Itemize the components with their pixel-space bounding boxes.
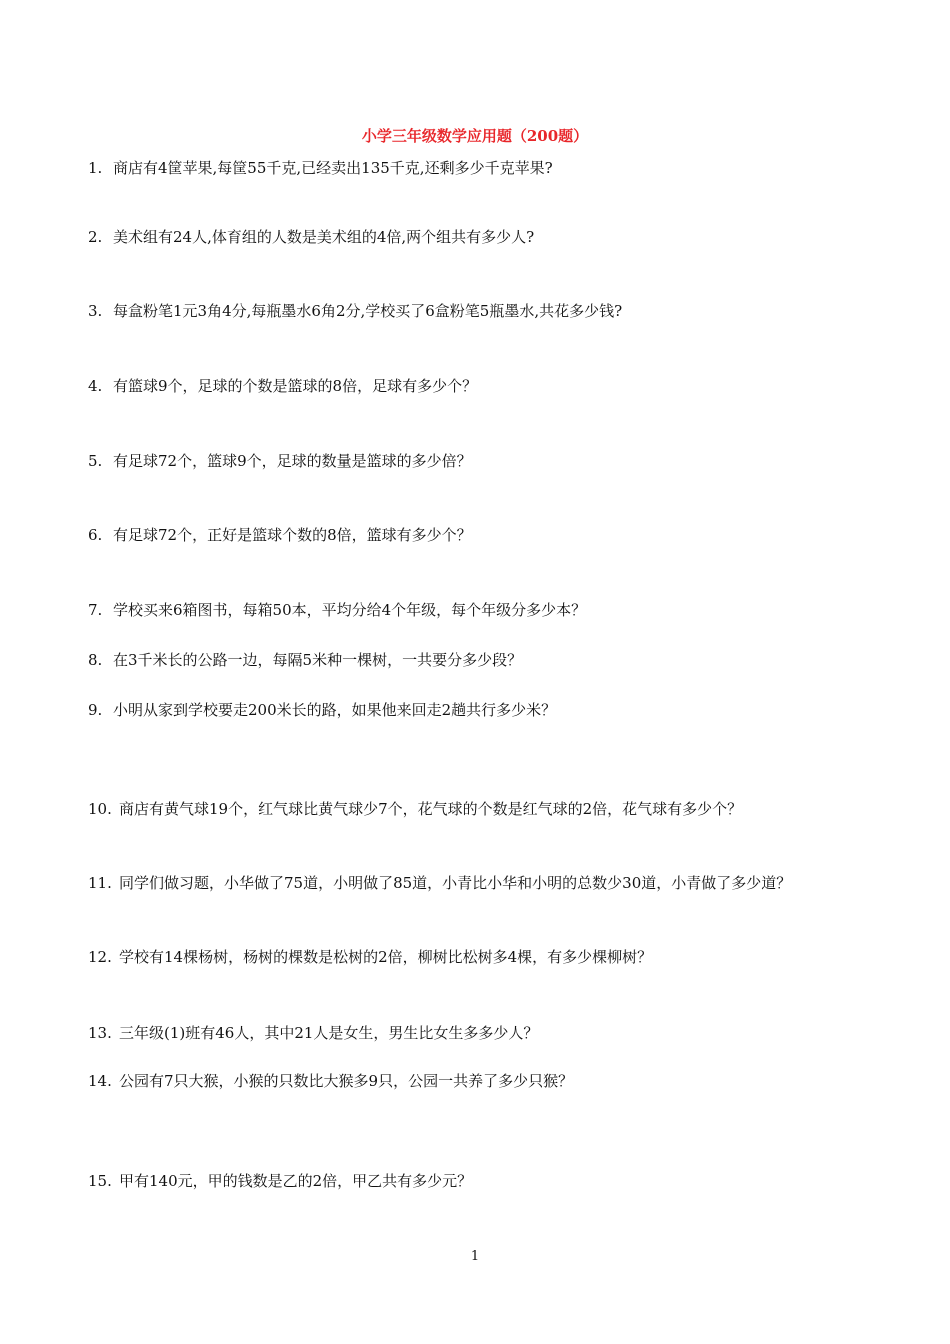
document-title: 小学三年级数学应用题（200题） <box>361 127 589 145</box>
question-number: 4. <box>88 377 103 395</box>
question-10 <box>88 799 888 819</box>
question-number: 7. <box>88 601 103 619</box>
question-number: 2. <box>88 228 103 246</box>
question-text: 在3千米长的公路一边，每隔5米种一棵树，一共要分多少段？ <box>113 651 523 669</box>
question-4 <box>88 376 888 396</box>
question-number: 10. <box>88 800 112 818</box>
question-text: 甲有140元，甲的钱数是乙的2倍，甲乙共有多少元？ <box>119 1172 473 1190</box>
question-number: 3. <box>88 302 103 320</box>
question-text: 有足球72个，正好是篮球个数的8倍，篮球有多少个？ <box>113 526 472 544</box>
page-number: 1 <box>470 1249 480 1264</box>
question-text: 美术组有24人,体育组的人数是美术组的4倍,两个组共有多少人? <box>113 228 535 246</box>
question-number: 6. <box>88 526 103 544</box>
question-5 <box>88 451 888 471</box>
question-text: 商店有黄气球19个，红气球比黄气球少7个，花气球的个数是红气球的2倍，花气球有多少个？ <box>119 800 743 818</box>
question-number: 14. <box>88 1072 112 1090</box>
question-number: 1. <box>88 159 103 177</box>
question-text: 每盒粉笔1元3角4分,每瓶墨水6角2分,学校买了6盒粉笔5瓶墨水,共花多少钱? <box>113 302 623 320</box>
question-text: 同学们做习题，小华做了75道，小明做了85道，小青比小华和小明的总数少30道，小青做了多少道？ <box>119 874 792 892</box>
question-1 <box>88 158 888 178</box>
question-number: 9. <box>88 701 103 719</box>
question-text: 商店有4筐苹果,每筐55千克,已经卖出135千克,还剩多少千克苹果? <box>113 159 553 177</box>
question-text: 公园有7只大猴，小猴的只数比大猴多9只，公园一共养了多少只猴？ <box>119 1072 574 1090</box>
question-text: 三年级(1)班有46人，其中21人是女生，男生比女生多多少人？ <box>119 1024 539 1042</box>
question-8 <box>88 650 888 670</box>
question-number: 15. <box>88 1172 112 1190</box>
question-7 <box>88 600 888 620</box>
question-text: 有足球72个，篮球9个，足球的数量是篮球的多少倍？ <box>113 452 472 470</box>
question-number: 8. <box>88 651 103 669</box>
question-6 <box>88 525 888 545</box>
question-text: 小明从家到学校要走200米长的路，如果他来回走2趟共行多少米？ <box>113 701 557 719</box>
question-number: 11. <box>88 874 112 892</box>
question-text: 学校有14棵杨树，杨树的棵数是松树的2倍，柳树比松树多4棵，有多少棵柳树？ <box>119 948 653 966</box>
question-text: 学校买来6箱图书，每箱50本，平均分给4个年级，每个年级分多少本？ <box>113 601 587 619</box>
question-2 <box>88 227 888 247</box>
question-3 <box>88 301 888 321</box>
question-11 <box>88 873 888 893</box>
question-15 <box>88 1171 888 1191</box>
question-number: 13. <box>88 1024 112 1042</box>
question-14 <box>88 1071 888 1091</box>
question-number: 5. <box>88 452 103 470</box>
question-13 <box>88 1023 888 1043</box>
question-12 <box>88 947 888 967</box>
question-number: 12. <box>88 948 112 966</box>
question-text: 有篮球9个，足球的个数是篮球的8倍，足球有多少个？ <box>113 377 478 395</box>
question-9 <box>88 700 888 720</box>
